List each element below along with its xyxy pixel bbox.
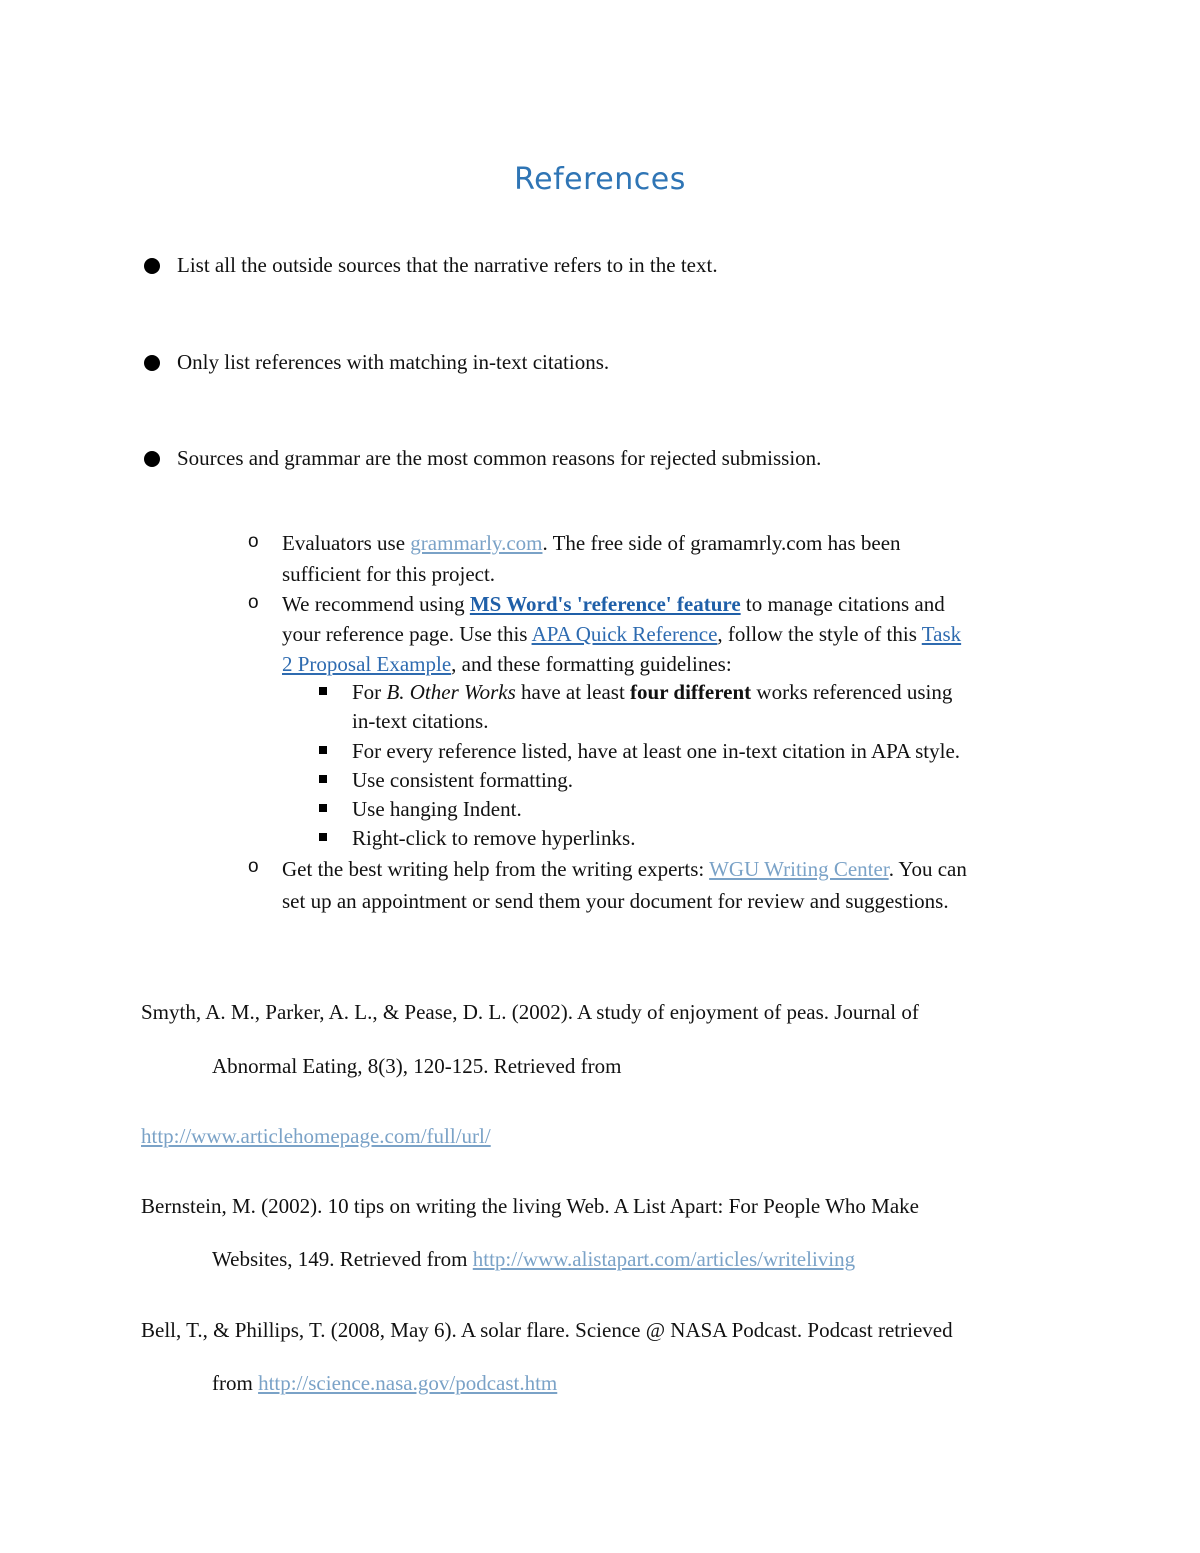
square-bullet-icon <box>319 687 327 695</box>
task2-proposal-link[interactable]: 2 Proposal Example <box>282 652 452 676</box>
sub-text: We recommend using <box>282 592 470 616</box>
sub-bullet-icon: o <box>248 531 259 552</box>
reference-2-url-link[interactable]: http://www.alistapart.com/articles/writeliving <box>472 1247 856 1271</box>
sub-text: Right-click to remove hyperlinks. <box>352 826 636 850</box>
sub-text: works referenced using <box>751 680 953 704</box>
square-bullet-icon <box>319 746 327 754</box>
sub-bullet-icon: o <box>248 856 259 877</box>
sub-text: Use consistent formatting. <box>352 768 574 792</box>
sub-bullet-icon: o <box>248 592 259 613</box>
reference-1-url-line <box>141 1124 491 1149</box>
apa-quick-reference-link[interactable]: APA Quick Reference <box>531 622 718 646</box>
sub-text: For every reference listed, have at least one in-text citation in APA style. <box>352 739 961 763</box>
task2-proposal-link[interactable]: Task <box>921 622 962 646</box>
reference-3-line-2 <box>212 1371 557 1396</box>
bullet-dot-icon <box>144 258 160 274</box>
reference-3-line-1: Bell, T., & Phillips, T. (2008, May 6). A solar flare. Science @ NASA Podcast. Podcast retrieved <box>141 1318 953 1342</box>
bold-text: four different <box>630 680 752 704</box>
sub-text: For <box>352 680 387 704</box>
sub-text: in-text citations. <box>352 709 489 733</box>
reference-2-line-1: Bernstein, M. (2002). 10 tips on writing the living Web. A List Apart: For People Who Make <box>141 1194 919 1218</box>
square-bullet-icon <box>319 804 327 812</box>
square-bullet-icon <box>319 833 327 841</box>
reference-1-url-link[interactable]: http://www.articlehomepage.com/full/url/ <box>141 1124 491 1148</box>
reference-text: Websites, 149. Retrieved from <box>212 1247 473 1271</box>
sub-text: your reference page. Use this <box>282 622 532 646</box>
ms-word-reference-link[interactable]: MS Word's 'reference' feature <box>469 592 741 616</box>
page-title: References <box>514 162 686 197</box>
bullet-text: Only list references with matching in-text citations. <box>177 350 610 374</box>
sub-text: Use hanging Indent. <box>352 797 522 821</box>
wgu-writing-center-link[interactable]: WGU Writing Center <box>709 857 889 881</box>
sub-text: sufficient for this project. <box>282 562 496 586</box>
bullet-dot-icon <box>144 451 160 467</box>
reference-1-line-1: Smyth, A. M., Parker, A. L., & Pease, D. L. (2002). A study of enjoyment of peas. Journal of <box>141 1000 919 1024</box>
sub-text: , and these formatting guidelines: <box>451 652 732 676</box>
sub-text: Evaluators use <box>282 531 411 555</box>
reference-2-line-2 <box>212 1247 855 1272</box>
sub-text: to manage citations and <box>740 592 945 616</box>
italic-text: B. Other Works <box>386 680 516 704</box>
sub-text: , follow the style of this <box>717 622 922 646</box>
reference-3-url-link[interactable]: http://science.nasa.gov/podcast.htm <box>258 1371 558 1395</box>
sub-text: . The free side of gramamrly.com has been <box>542 531 901 555</box>
bullet-text: Sources and grammar are the most common reasons for rejected submission. <box>177 446 822 470</box>
reference-text: from <box>212 1371 259 1395</box>
sub-text: Get the best writing help from the writing experts: <box>282 857 710 881</box>
square-bullet-icon <box>319 775 327 783</box>
grammarly-link[interactable]: grammarly.com <box>410 531 543 555</box>
sub-text: set up an appointment or send them your document for review and suggestions. <box>282 889 949 913</box>
reference-1-line-2: Abnormal Eating, 8(3), 120-125. Retrieved from <box>212 1054 622 1078</box>
sub-text: . You can <box>888 857 967 881</box>
sub-text: have at least <box>515 680 631 704</box>
bullet-text: List all the outside sources that the narrative refers to in the text. <box>177 253 718 277</box>
bullet-dot-icon <box>144 355 160 371</box>
